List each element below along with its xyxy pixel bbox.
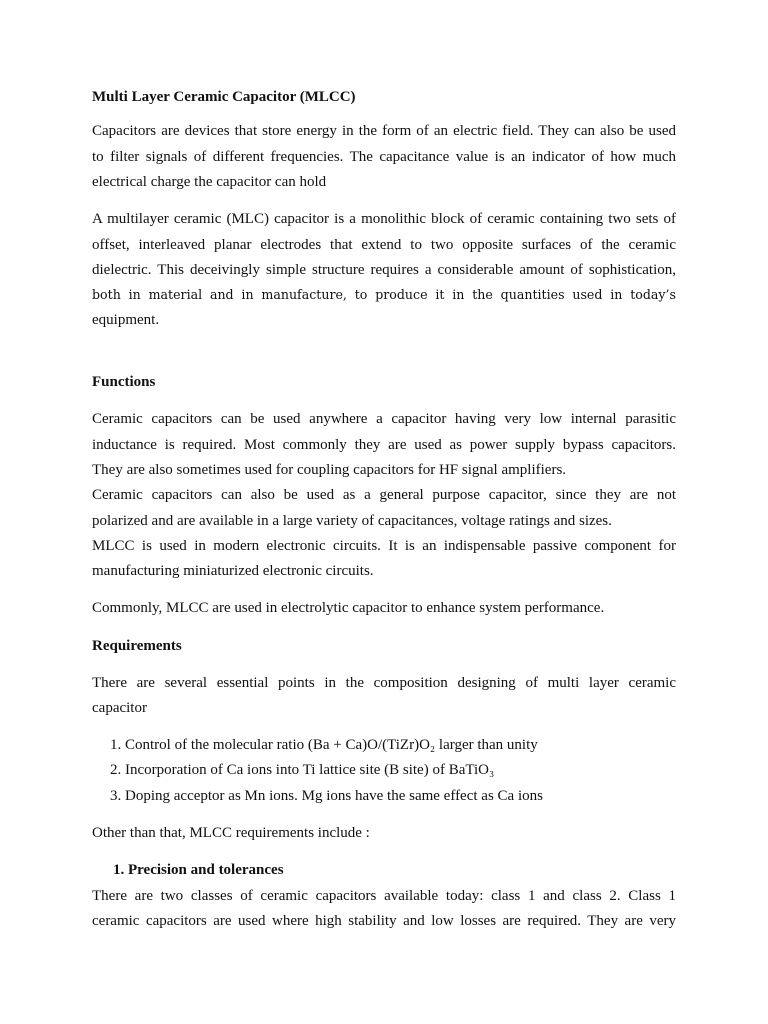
paragraph-line: Other than that, MLCC requirements include :: [92, 825, 370, 841]
section-heading-functions: Functions: [92, 374, 156, 390]
paragraph-line: Ceramic capacitors can also be used as a general purpose capacitor, since they are not: [92, 487, 676, 503]
list-item: 1. Control of the molecular ratio (Ba + Ca)O/(TiZr)O₂ larger than unity: [110, 737, 538, 753]
paragraph-line: offset, interleaved planar electrodes that extend to two opposite surfaces of the ceramic: [92, 237, 676, 253]
paragraph-line: equipment.: [92, 312, 160, 328]
paragraph-line: manufacturing miniaturized electronic circuits.: [92, 563, 374, 579]
paragraph-line: A multilayer ceramic (MLC) capacitor is a monolithic block of ceramic containing two sets of: [92, 211, 676, 227]
paragraph-line: Ceramic capacitors can be used anywhere a capacitor having very low internal parasitic: [92, 411, 676, 427]
paragraph-line: ceramic capacitors are used where high stability and low losses are required. They are very: [92, 913, 676, 929]
list-item: 3. Doping acceptor as Mn ions. Mg ions have the same effect as Ca ions: [110, 788, 543, 804]
paragraph-line: to filter signals of different frequencies. The capacitance value is an indicator of how much: [92, 149, 676, 165]
paragraph-line: polarized and are available in a large variety of capacitances, voltage ratings and sizes.: [92, 513, 612, 529]
paragraph-line: both in material and in manufacture, to produce it in the quantities used in today’s: [92, 287, 676, 302]
list-item: 2. Incorporation of Ca ions into Ti lattice site (B site) of BaTiO₃: [110, 762, 495, 778]
paragraph-line: There are two classes of ceramic capacitors available today: class 1 and class 2. Class 1: [92, 888, 676, 904]
paragraph-line: electrical charge the capacitor can hold: [92, 174, 327, 190]
paragraph-line: inductance is required. Most commonly they are used as power supply bypass capacitors.: [92, 437, 676, 453]
paragraph-line: Commonly, MLCC are used in electrolytic capacitor to enhance system performance.: [92, 600, 605, 616]
section-heading-requirements: Requirements: [92, 638, 182, 654]
paragraph-line: They are also sometimes used for coupling capacitors for HF signal amplifiers.: [92, 462, 567, 478]
paragraph-line: capacitor: [92, 700, 147, 716]
document-title: Multi Layer Ceramic Capacitor (MLCC): [92, 89, 356, 105]
paragraph-line: There are several essential points in the composition designing of multi layer ceramic: [92, 675, 676, 691]
paragraph-line: dielectric. This deceivingly simple structure requires a considerable amount of sophistication,: [92, 262, 676, 278]
paragraph-line: MLCC is used in modern electronic circuits. It is an indispensable passive component for: [92, 538, 676, 554]
paragraph-line: Capacitors are devices that store energy in the form of an electric field. They can also be used: [92, 123, 676, 139]
section-heading-precision: 1. Precision and tolerances: [113, 862, 284, 878]
